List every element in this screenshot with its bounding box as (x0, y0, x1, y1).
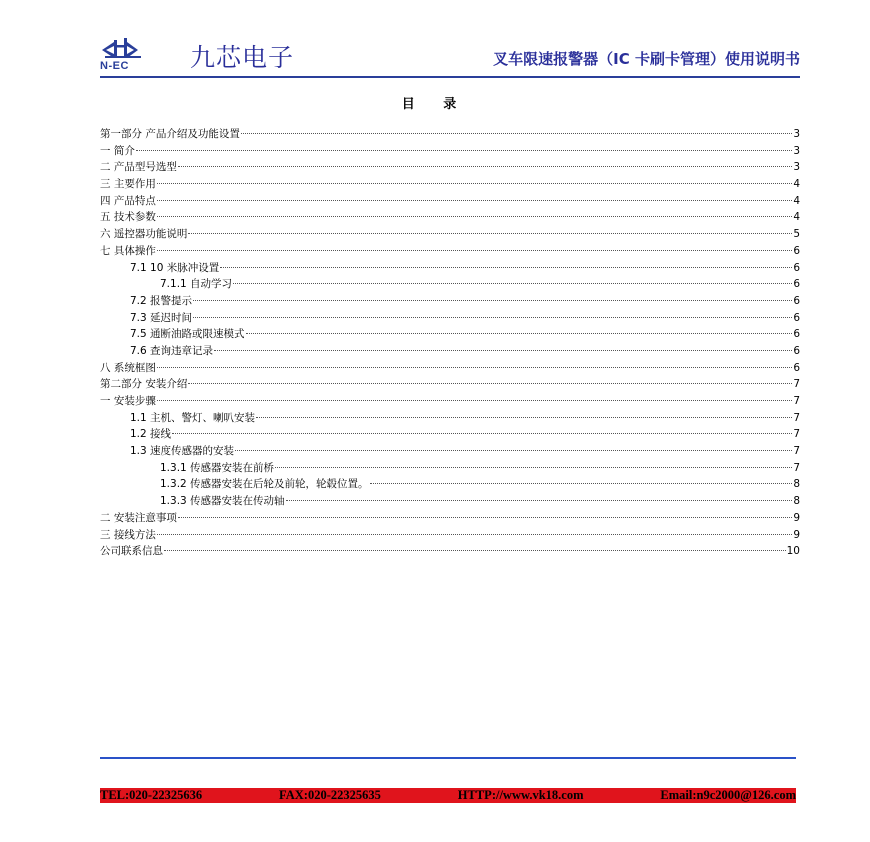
toc-entry[interactable] (100, 343, 800, 360)
toc-entry[interactable] (100, 476, 800, 493)
toc-entry[interactable] (100, 360, 800, 377)
toc-dot-leader (193, 300, 792, 301)
toc-entry[interactable] (100, 310, 800, 327)
toc-dot-leader (157, 400, 792, 401)
toc-dot-leader (136, 150, 792, 151)
toc-entry-page: 7 (793, 461, 800, 474)
page-header (100, 36, 800, 76)
footer-website: HTTP://www.vk18.com (457, 788, 584, 802)
toc-entry-label: 7.1 10 米脉冲设置 (130, 261, 220, 274)
toc-dot-leader (193, 317, 792, 318)
toc-entry-page: 7 (793, 395, 800, 407)
toc-dot-leader (157, 534, 792, 535)
toc-dot-leader (157, 200, 792, 201)
toc-entry-label: 第二部分 安装介绍 (100, 378, 188, 391)
toc-entry-page: 3 (793, 144, 800, 157)
toc-entry-page: 3 (793, 128, 800, 140)
toc-dot-leader (220, 267, 792, 268)
document-title: 叉车限速报警器（IC 卡刷卡管理）使用说明书 (493, 50, 800, 68)
toc-entry-page: 5 (793, 228, 800, 241)
toc-entry[interactable] (100, 159, 800, 176)
toc-dot-leader (256, 417, 792, 418)
toc-entry-page: 4 (793, 178, 800, 191)
toc-dot-leader (188, 383, 792, 384)
toc-dot-leader (214, 350, 792, 351)
toc-entry[interactable] (100, 226, 800, 243)
toc-entry-page: 6 (793, 261, 800, 274)
toc-entry-page: 8 (793, 495, 800, 508)
toc-entry-label: 二 产品型号选型 (100, 161, 177, 174)
toc-entry-page: 6 (793, 344, 800, 357)
toc-entry[interactable] (100, 243, 800, 260)
toc-entry-label: 六 遥控器功能说明 (100, 228, 188, 241)
toc-entry-label: 7.1.1 自动学习 (160, 278, 233, 291)
toc-entry[interactable] (100, 443, 800, 460)
toc-dot-leader (157, 367, 792, 368)
toc-dot-leader (286, 500, 793, 501)
toc-dot-leader (157, 216, 792, 217)
toc-dot-leader (157, 183, 792, 184)
toc-entry-label: 三 主要作用 (100, 178, 156, 191)
toc-entry[interactable] (100, 410, 800, 427)
toc-entry-page: 8 (793, 478, 800, 491)
toc-entry[interactable] (100, 193, 800, 210)
toc-entry-label: 1.3.1 传感器安装在前桥 (160, 461, 275, 474)
toc-entry[interactable] (100, 276, 800, 293)
toc-entry-label: 7.6 查询违章记录 (130, 344, 214, 357)
toc-entry-label: 二 安装注意事项 (100, 511, 177, 524)
footer-divider (100, 757, 796, 759)
toc-entry[interactable] (100, 426, 800, 443)
toc-entry-label: 1.2 接线 (130, 428, 172, 441)
toc-dot-leader (246, 333, 793, 334)
footer-tel: TEL:020-22325636 (100, 788, 203, 802)
toc-dot-leader (164, 550, 786, 551)
toc-entry[interactable] (100, 510, 800, 527)
toc-entry-page: 7 (793, 428, 800, 441)
toc-entry-label: 七 具体操作 (100, 244, 156, 257)
toc-entry-label: 1.3.2 传感器安装在后轮及前轮，轮毂位置。 (160, 478, 369, 491)
toc-entry-label: 一 简介 (100, 144, 135, 157)
toc-entry-page: 6 (793, 294, 800, 307)
company-name: 九芯电子 (190, 43, 295, 72)
toc-entry-label: 三 接线方法 (100, 528, 156, 541)
contact-footer (100, 788, 796, 803)
toc-dot-leader (172, 433, 792, 434)
toc-entry-label: 四 产品特点 (100, 194, 156, 207)
toc-dot-leader (178, 166, 792, 167)
toc-dot-leader (241, 133, 792, 134)
toc-entry-page: 7 (793, 411, 800, 424)
toc-dot-leader (178, 517, 792, 518)
toc-entry[interactable] (100, 326, 800, 343)
toc-entry[interactable] (100, 393, 800, 410)
toc-heading: 目 录 (401, 97, 469, 112)
toc-entry-page: 7 (793, 445, 800, 458)
toc-entry-label: 第一部分 产品介绍及功能设置 (100, 128, 240, 140)
toc-entry[interactable] (100, 260, 800, 277)
toc-entry[interactable] (100, 376, 800, 393)
toc-entry-page: 6 (793, 244, 800, 257)
toc-entry-label: 7.5 通断油路或限速模式 (130, 328, 245, 341)
footer-email: Email:n9c2000@126.com (660, 788, 796, 802)
toc-entry[interactable] (100, 143, 800, 160)
toc-entry-label: 7.2 报警提示 (130, 294, 193, 307)
toc-entry-label: 五 技术参数 (100, 211, 156, 224)
toc-entry[interactable] (100, 293, 800, 310)
toc-entry-page: 4 (793, 211, 800, 224)
toc-entry-label: 1.1 主机、警灯、喇叭安装 (130, 411, 256, 424)
toc-dot-leader (188, 233, 792, 234)
footer-fax: FAX:020-22325635 (279, 788, 381, 802)
toc-entry[interactable] (100, 543, 800, 560)
toc-dot-leader (233, 283, 792, 284)
toc-entry-label: 一 安装步骤 (100, 395, 156, 407)
toc-entry-page: 3 (793, 161, 800, 174)
toc-entry[interactable] (100, 209, 800, 226)
toc-entry-label: 八 系统框图 (100, 361, 156, 374)
toc-entry-page: 6 (793, 278, 800, 291)
toc-entry[interactable] (100, 527, 800, 544)
table-of-contents (100, 126, 800, 560)
header-divider (100, 76, 800, 78)
toc-entry[interactable] (100, 460, 800, 477)
toc-entry-page: 9 (793, 511, 800, 524)
toc-entry-label: 1.3 速度传感器的安装 (130, 445, 235, 458)
toc-entry-label: 公司联系信息 (100, 545, 163, 558)
toc-entry[interactable] (100, 176, 800, 193)
logo-text: N-EC (100, 60, 129, 72)
toc-entry-page: 10 (786, 545, 800, 558)
toc-entry-page: 4 (793, 194, 800, 207)
toc-dot-leader (235, 450, 792, 451)
toc-dot-leader (275, 467, 792, 468)
toc-entry-page: 6 (793, 311, 800, 324)
toc-entry[interactable] (100, 126, 800, 143)
n-ec-logo-icon (100, 36, 180, 72)
toc-entry-page: 9 (793, 528, 800, 541)
toc-entry-label: 1.3.3 传感器安装在传动轴 (160, 495, 285, 508)
toc-dot-leader (157, 250, 792, 251)
toc-entry[interactable] (100, 493, 800, 510)
toc-dot-leader (370, 483, 793, 484)
toc-entry-page: 6 (793, 361, 800, 374)
toc-entry-page: 6 (793, 328, 800, 341)
toc-entry-page: 7 (793, 378, 800, 391)
toc-entry-label: 7.3 延迟时间 (130, 311, 193, 324)
